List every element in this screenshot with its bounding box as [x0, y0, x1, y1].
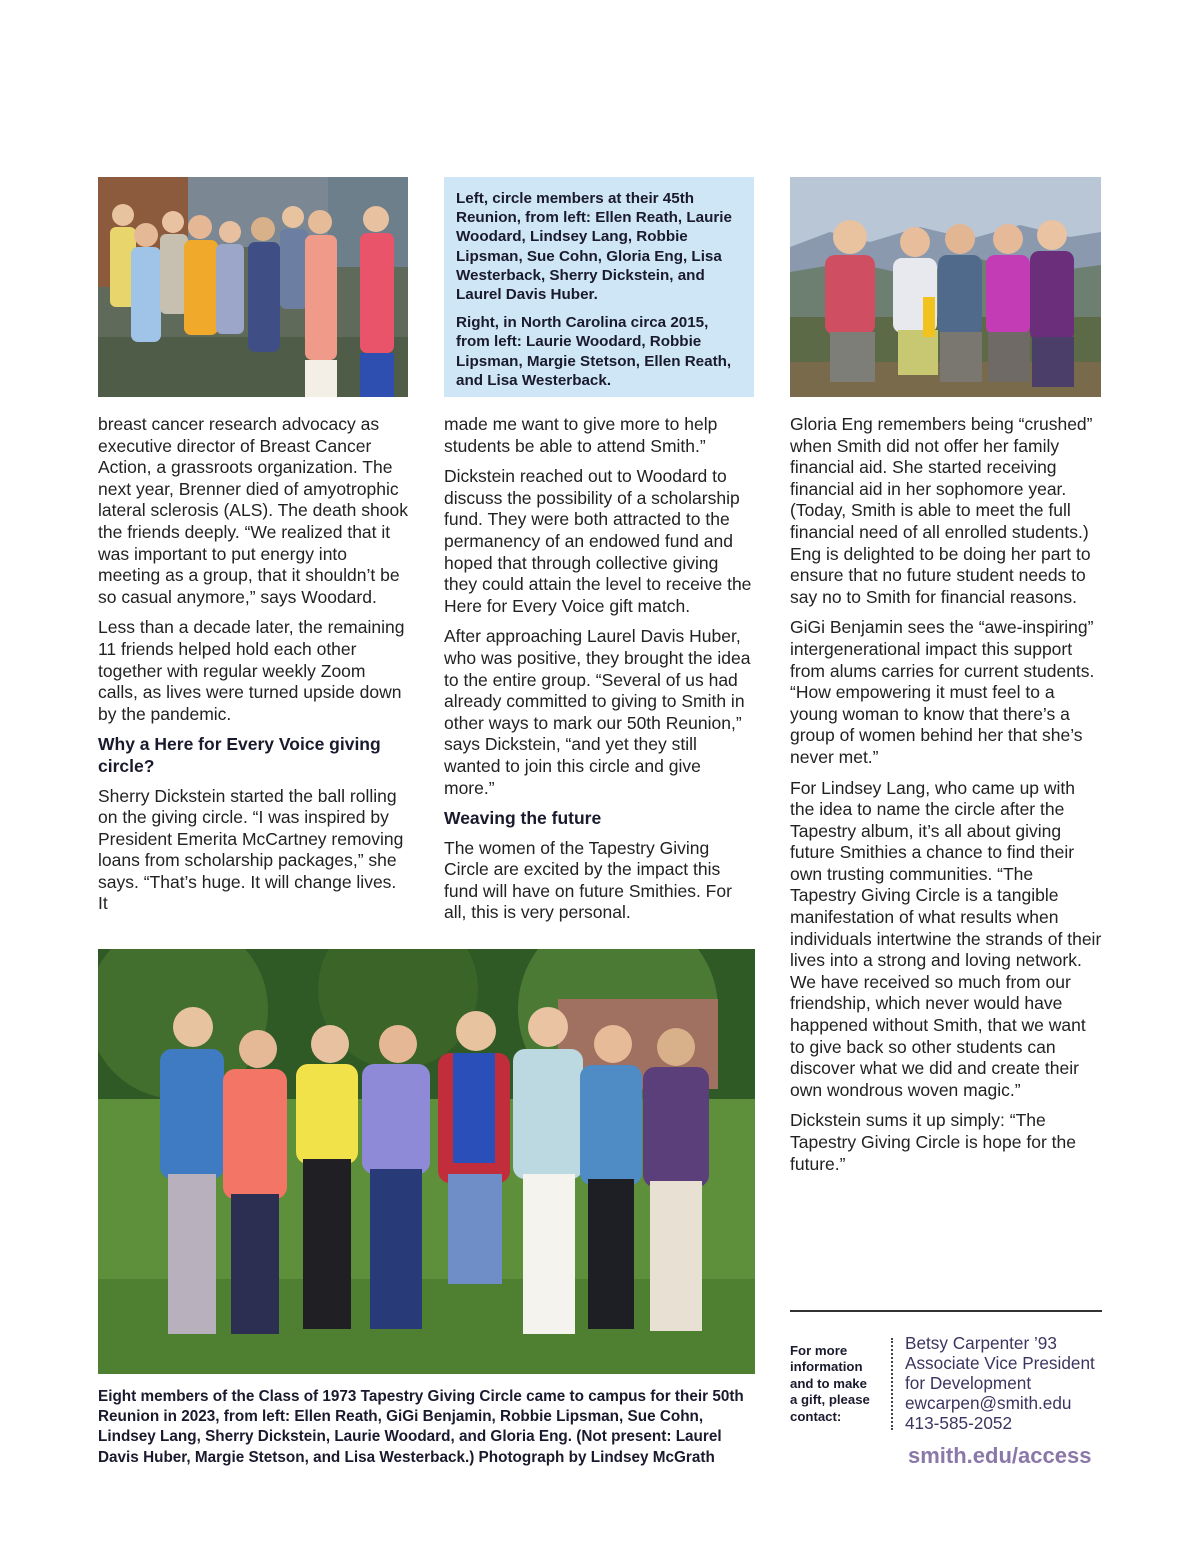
column-2-paragraph: After approaching Laurel Davis Huber, who was positive, they brought the idea to the entire group. “Several of us had already committed to giving to Smith in other ways to mark our 50th Reunion,” says Dickstein, “and yet they still wanted to join this circle and give more.”	[444, 626, 751, 798]
contact-divider	[790, 1310, 1102, 1312]
contact-title: Associate Vice President	[905, 1353, 1095, 1373]
caption-right-photo: Right, in North Carolina circa 2015, from left: Laurie Woodard, Robbie Lipsman, Margie Stetson, Ellen Reath, and Lisa Westerback.	[456, 314, 732, 389]
contact-phone: 413-585-2052	[905, 1413, 1013, 1433]
contact-label-line: and to make	[790, 1375, 867, 1391]
contact-label	[790, 1343, 890, 1425]
contact-label-line: contact:	[790, 1408, 842, 1424]
photo-north-carolina	[790, 177, 1101, 397]
contact-label-line: For more	[790, 1343, 848, 1358]
group-photo-north-carolina-icon	[790, 177, 1101, 397]
column-3-paragraph: Dickstein sums it up simply: “The Tapestry Giving Circle is hope for the future.”	[790, 1110, 1076, 1174]
article-column-2	[444, 414, 756, 933]
article-column-3	[790, 414, 1102, 1184]
contact-dotted-separator	[891, 1338, 893, 1430]
section-heading: Weaving the future	[444, 808, 602, 829]
contact-details	[905, 1333, 1105, 1433]
column-3-paragraph: Gloria Eng remembers being “crushed” when Smith did not offer her family financial aid. She started receiving financial aid in her sophomore year. (Today, Smith is able to meet the full financial need of all enrolled students.) Eng is delighted to be doing her part to ensure that no future student needs to say no to Smith for financial reasons.	[790, 414, 1093, 607]
column-1-paragraph: breast cancer research advocacy as executive director of Breast Cancer Action, a grassroots organization. The next year, Brenner died of amyotrophic lateral sclerosis (ALS). The death shook the friends deeply. “We realized that it was important to put energy into meeting as a group, that it shouldn’t be so casual anymore,” says Woodard.	[98, 414, 408, 607]
column-2-paragraph: Dickstein reached out to Woodard to discuss the possibility of a scholarship fund. They were both attracted to the permanency of an endowed fund and hoped that through collective giving they could attain the level to receive the Here for Every Voice gift match.	[444, 466, 752, 616]
photo-50th-reunion	[98, 949, 755, 1374]
contact-title: for Development	[905, 1373, 1032, 1393]
contact-label-line: information	[790, 1359, 863, 1375]
column-3-paragraph: For Lindsey Lang, who came up with the idea to name the circle after the Tapestry album, it’s all about giving future Smithies a chance to find their own trusting communities. “The Tapestry Giving Circle is a tangible manifestation of what results when individuals intertwine the strands of their lives into a strong and loving network. We have received so much from our friendship, which never would have happened without Smith, that we want to give back so other students can discover what we did and create their own wondrous woven magic.”	[790, 777, 1102, 1100]
bottom-photo-caption: Eight members of the Class of 1973 Tapestry Giving Circle came to campus for their 50th Reunion in 2023, from left: Ellen Reath, GiGi Benjamin, Robbie Lipsman, Sue Cohn, Lindsey Lang, Sherry Dickstein, Laurie Woodard, and Gloria Eng. (Not present: Laurel Davis Huber, Margie Stetson, and Lisa Westerback.) Photograph by Lindsey McGrath	[98, 1388, 744, 1466]
website-link[interactable]: smith.edu/access	[908, 1443, 1092, 1468]
column-1-paragraph: Less than a decade later, the remaining 11 friends helped hold each other together with regular weekly Zoom calls, as lives were turned upside down by the pandemic.	[98, 617, 405, 724]
column-2-paragraph: The women of the Tapestry Giving Circle are excited by the impact this fund will have on future Smithies. For all, this is very personal.	[444, 837, 732, 923]
column-1-paragraph: Sherry Dickstein started the ball rolling on the giving circle. “I was inspired by President Emerita McCartney removing loans from scholarship packages,” she says. “That’s huge. It will change lives. It	[98, 785, 404, 914]
group-photo-50th-reunion-icon	[98, 949, 755, 1374]
contact-label-line: a gift, please	[790, 1392, 870, 1408]
photo-45th-reunion	[98, 177, 408, 397]
caption-left-photo: Left, circle members at their 45th Reunion, from left: Ellen Reath, Laurie Woodard, Lindsey Lang, Robbie Lipsman, Sue Cohn, Gloria Eng, Lisa Westerback, Sherry Dickstein, and Laurel Davis Huber.	[456, 190, 732, 304]
contact-email-link[interactable]: ewcarpen@smith.edu	[905, 1393, 1072, 1413]
photo-caption-box	[444, 177, 754, 397]
group-photo-45th-reunion-icon	[98, 177, 408, 397]
contact-name: Betsy Carpenter ’93	[905, 1333, 1057, 1353]
article-column-1	[98, 414, 410, 924]
section-heading: Why a Here for Every Voice giving circle?	[98, 734, 381, 776]
column-3-paragraph: GiGi Benjamin sees the “awe-inspiring” intergenerational impact this support from alums carries for current students. “How empowering it must feel to a young woman to know that there’s a group of women behind her that she’s never met.”	[790, 617, 1095, 767]
column-2-paragraph: made me want to give more to help students be able to attend Smith.”	[444, 414, 718, 456]
